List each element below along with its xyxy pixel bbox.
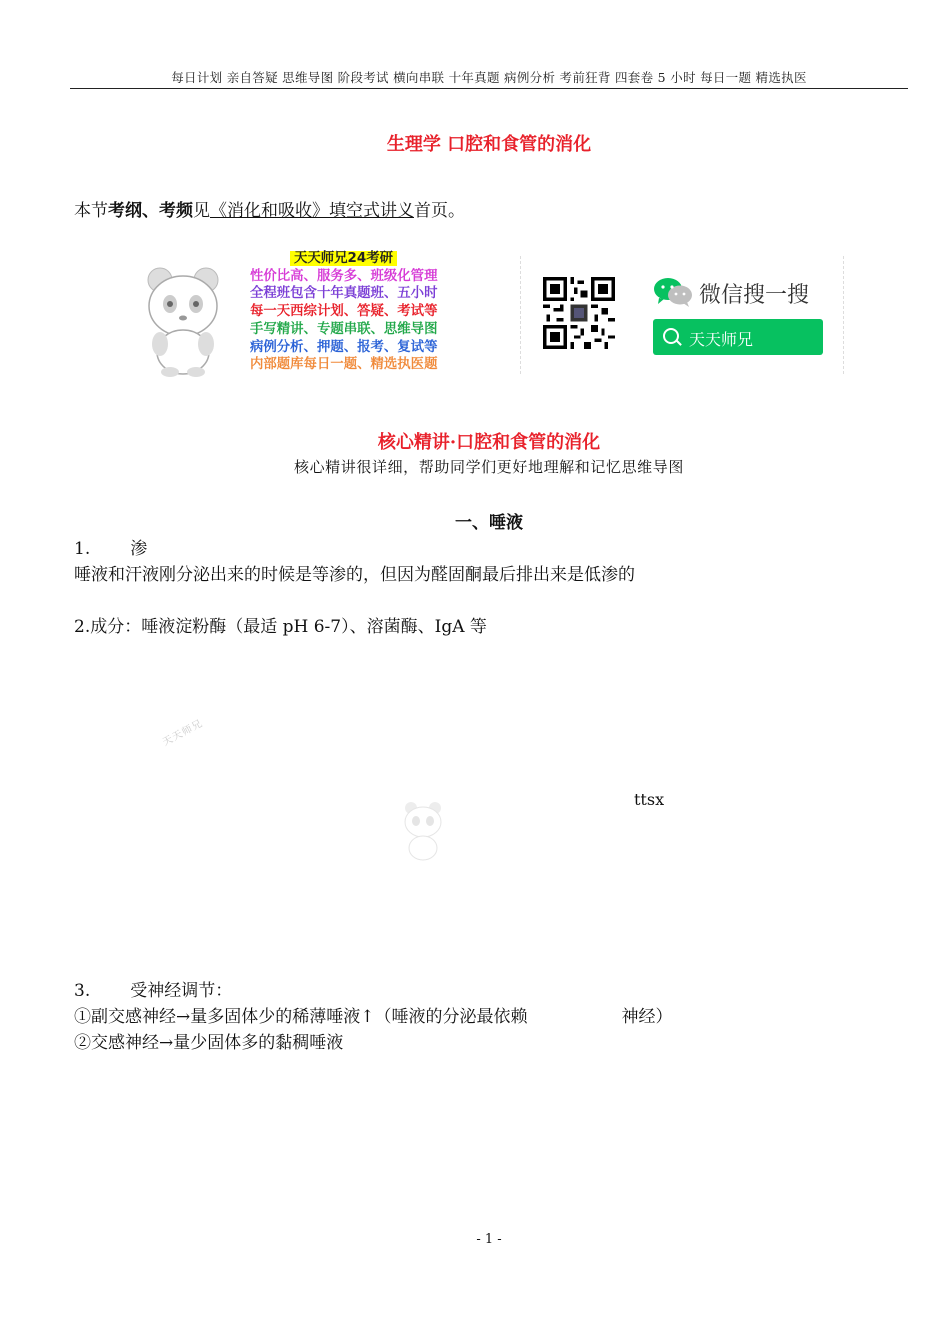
section-title: 核心精讲·口腔和食管的消化 — [377, 432, 601, 453]
qr-code-icon[interactable] — [543, 276, 615, 350]
item3-title: 受神经调节： — [130, 981, 233, 1001]
wechat-search-label: 天天师兄 — [689, 330, 754, 349]
search-icon — [663, 328, 679, 344]
item2-text: 2.成分：唾液淀粉酶（最适 pH 6-7）、溶菌酶、IgA 等 — [74, 617, 487, 637]
panda-mascot-icon — [138, 258, 228, 378]
intro-prefix: 本节 — [74, 201, 108, 221]
section-subtitle: 核心精讲很详细，帮助同学们更好地理解和记忆思维导图 — [293, 458, 684, 476]
header-divider — [70, 88, 908, 89]
item1-number: 1. — [74, 539, 91, 559]
item1-header — [74, 534, 147, 559]
item3-line1 — [74, 1002, 673, 1027]
watermark-text: 天天师兄 — [160, 718, 205, 749]
item1-text: 唾液和汗液刚分泌出来的时候是等渗的，但因为醛固酮最后排出来是低渗的 — [74, 565, 635, 585]
intro-paragraph — [74, 196, 465, 221]
item3-number: 3. — [74, 981, 91, 1001]
promo-text-block — [250, 250, 437, 374]
item3-line1-end: 神经） — [621, 1007, 673, 1027]
page-title: 生理学 口腔和食管的消化 — [386, 134, 592, 155]
wechat-search-button[interactable] — [653, 319, 823, 355]
item3-line1-text: ①副交感神经→量多固体少的稀薄唾液↑（唾液的分泌最依赖 — [74, 1007, 528, 1027]
promo-line: 手写精讲、专题串联、思维导图 — [250, 321, 438, 337]
promo-line: 性价比高、服务多、班级化管理 — [250, 268, 438, 284]
intro-suffix: 首页。 — [414, 201, 465, 221]
promo-line: 全程班包含十年真题班、五小时 — [250, 286, 438, 302]
page-header: 每日计划 亲自答疑 思维导图 阶段考试 横向串联 十年真题 病例分析 考前狂背 四套卷 5 小时 每日一题 精选执医 — [171, 70, 807, 85]
promo-line: 病例分析、押题、报考、复试等 — [250, 339, 438, 355]
wechat-search-title: 微信搜一搜 — [699, 283, 810, 308]
promo-line: 内部题库每日一题、精选执医题 — [250, 357, 438, 373]
intro-link[interactable]: 《消化和吸收》填空式讲义 — [210, 201, 414, 221]
intro-mid: 见 — [193, 201, 210, 221]
ttsx-mark: ttsx — [634, 790, 665, 809]
heading-saliva: 一、唾液 — [455, 513, 523, 533]
page-number: - 1 - — [476, 1232, 502, 1247]
item1-title: 渗 — [130, 539, 148, 559]
wechat-logo-icon — [653, 276, 693, 308]
promo-headline: 天天师兄24考研 — [290, 251, 397, 266]
wechat-card — [520, 256, 844, 374]
promo-line: 每一天西综计划、答疑、考试等 — [250, 304, 438, 320]
item3-line2: ②交感神经→量少固体多的黏稠唾液 — [74, 1033, 344, 1053]
watermark-panda-icon — [400, 798, 446, 862]
item3-header — [74, 976, 232, 1001]
promo-banner — [138, 250, 468, 380]
intro-bold: 考纲、考频 — [108, 201, 193, 221]
